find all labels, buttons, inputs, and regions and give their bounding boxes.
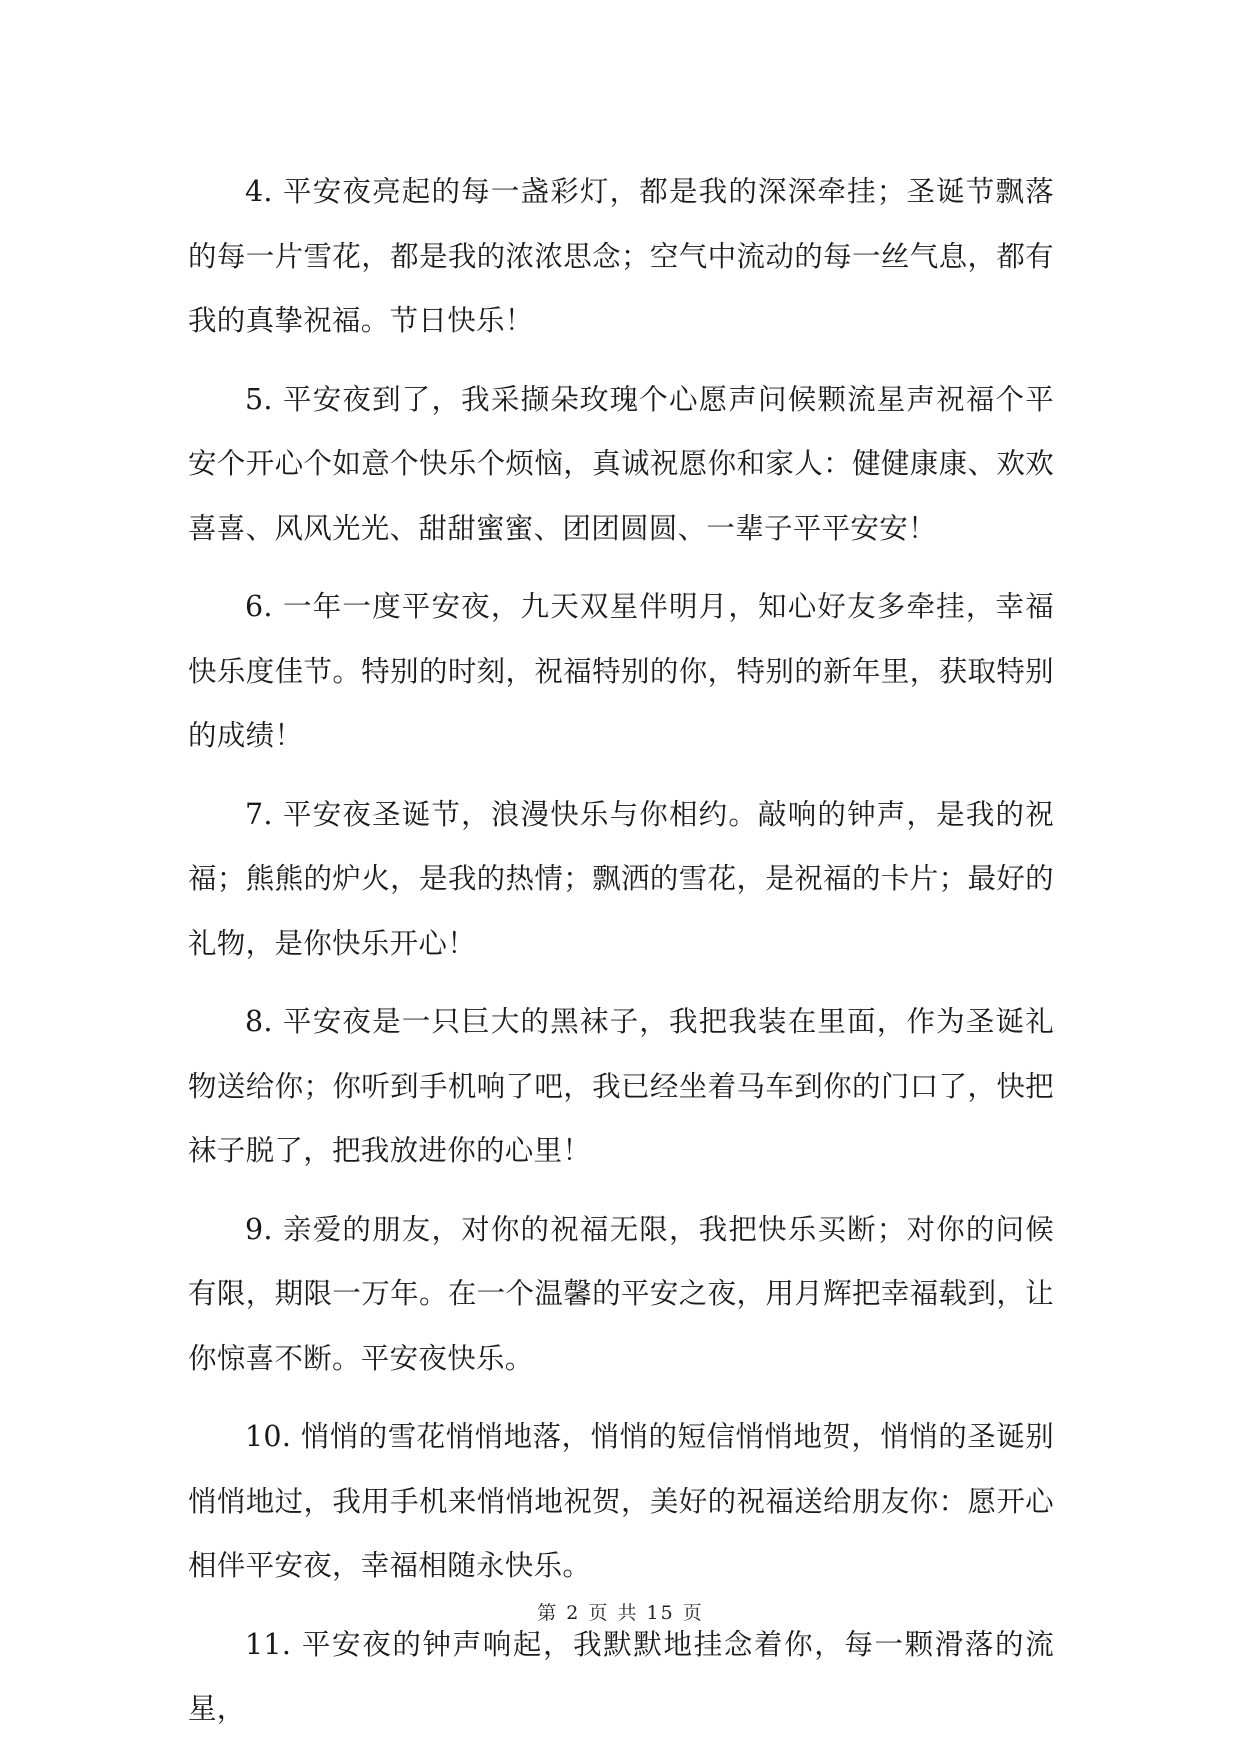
page-footer: 第 2 页 共 15 页	[537, 1602, 704, 1624]
paragraph-7: 7. 平安夜圣诞节，浪漫快乐与你相约。敲响的钟声，是我的祝福；熊熊的炉火，是我的热情；飘洒的雪花，是祝福的卡片；最好的礼物，是你快乐开心！	[188, 797, 1054, 960]
paragraph-6: 6. 一年一度平安夜，九天双星伴明月，知心好友多牵挂，幸福快乐度佳节。特别的时刻，祝福特别的你，特别的新年里，获取特别的成绩！	[188, 590, 1054, 752]
document-body	[188, 160, 1054, 1756]
paragraph-8: 8. 平安夜是一只巨大的黑袜子，我把我装在里面，作为圣诞礼物送给你；你听到手机响了吧，我已经坐着马车到你的门口了，快把袜子脱了，把我放进你的心里！	[188, 1005, 1054, 1167]
paragraph-5: 5. 平安夜到了，我采撷朵玫瑰个心愿声问候颗流星声祝福个平安个开心个如意个快乐个烦恼，真诚祝愿你和家人：健健康康、欢欢喜喜、风风光光、甜甜蜜蜜、团团圆圆、一辈子平平安安！	[188, 382, 1054, 545]
paragraph-10: 10. 悄悄的雪花悄悄地落，悄悄的短信悄悄地贺，悄悄的圣诞别悄悄地过，我用手机来悄悄地祝贺，美好的祝福送给朋友你：愿开心相伴平安夜，幸福相随永快乐。	[188, 1420, 1054, 1582]
paragraph-9: 9. 亲爱的朋友，对你的祝福无限，我把快乐买断；对你的问候有限，期限一万年。在一个温馨的平安之夜，用月辉把幸福载到，让你惊喜不断。平安夜快乐。	[188, 1212, 1054, 1375]
paragraph-11: 11. 平安夜的钟声响起，我默默地挂念着你，每一颗滑落的流星，	[188, 1627, 1054, 1725]
paragraph-4: 4. 平安夜亮起的每一盏彩灯，都是我的深深牵挂；圣诞节飘落的每一片雪花，都是我的浓浓思念；空气中流动的每一丝气息，都有我的真挚祝福。节日快乐！	[188, 175, 1054, 337]
